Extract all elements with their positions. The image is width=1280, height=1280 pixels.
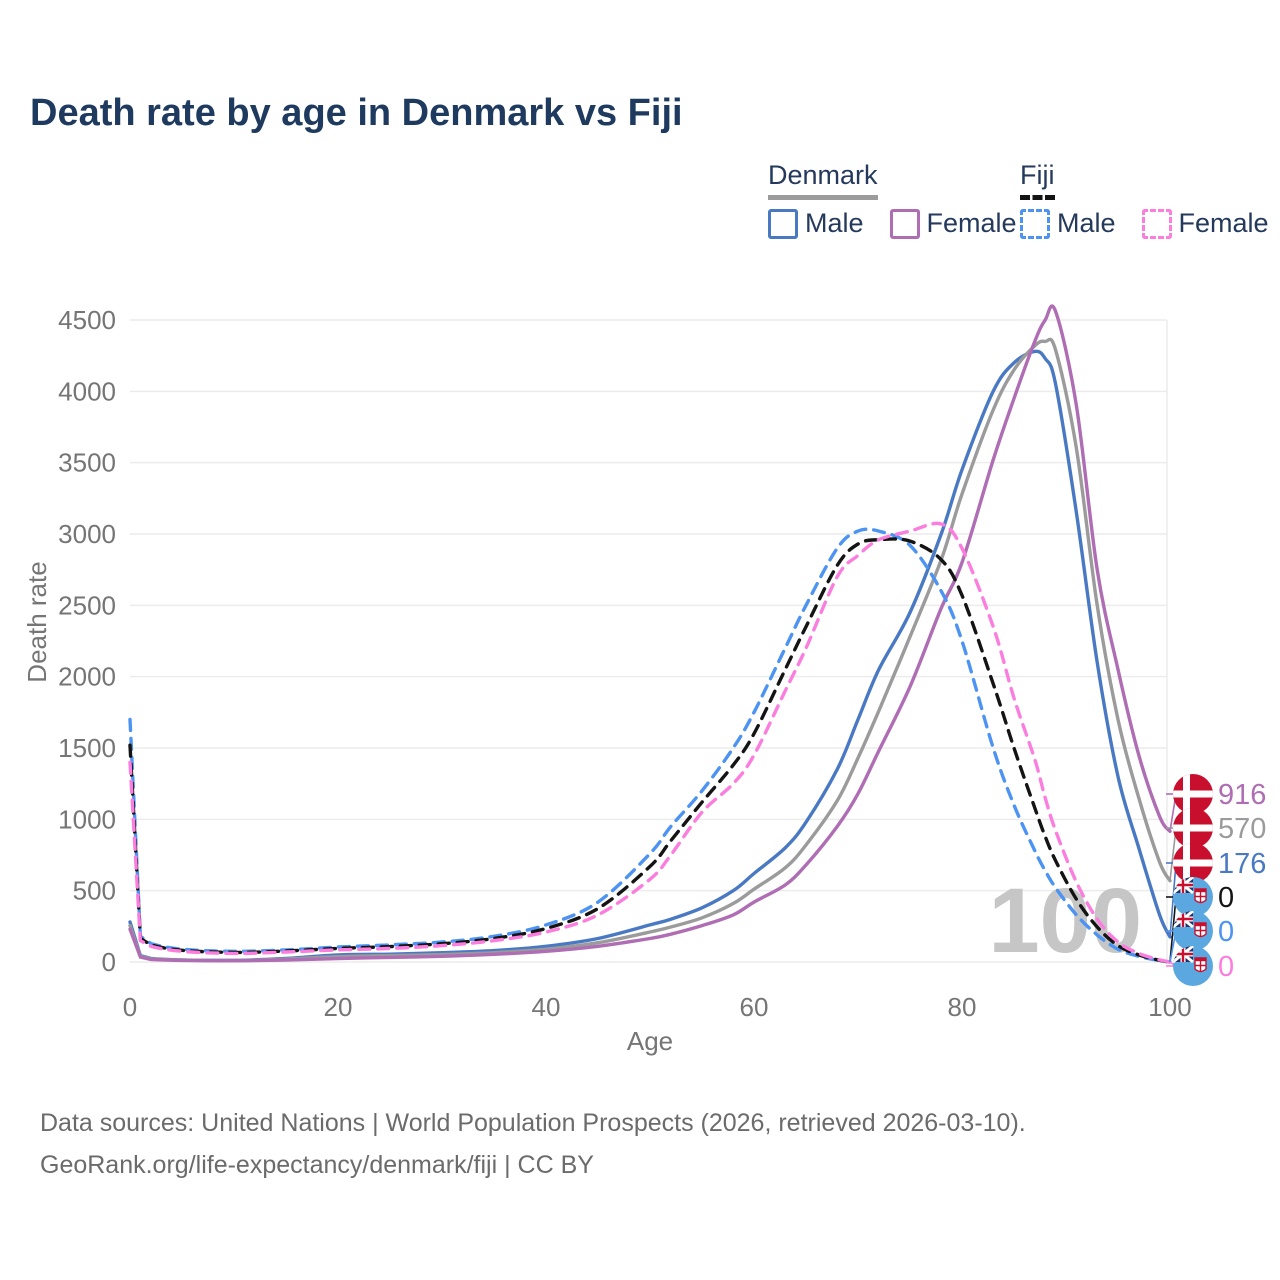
fiji-flag-icon	[1173, 911, 1213, 951]
denmark-female-swatch-icon	[890, 209, 920, 239]
legend-item-label: Female	[1178, 208, 1269, 238]
fiji-male-swatch-icon	[1020, 209, 1050, 239]
y-tick-label-1500: 1500	[58, 733, 116, 763]
attribution-line[interactable]: GeoRank.org/life-expectancy/denmark/fiji | CC BY	[40, 1151, 594, 1179]
end-value-label-fj_m: 0	[1218, 916, 1235, 948]
x-tick-label-100: 100	[1148, 992, 1192, 1022]
end-label-group-fj_f[interactable]	[1166, 946, 1234, 986]
x-tick-label-0: 0	[122, 992, 138, 1022]
legend-group-title-fiji[interactable]: Fiji	[1020, 160, 1055, 200]
legend-group-fiji	[1020, 160, 1269, 239]
legend-group-title-denmark[interactable]: Denmark	[768, 160, 878, 200]
legend-items-denmark	[768, 208, 1017, 239]
y-tick-label-500: 500	[72, 875, 116, 906]
denmark-flag-icon	[1173, 808, 1213, 848]
y-tick-label-2000: 2000	[58, 661, 116, 692]
fiji-female-swatch-icon	[1142, 209, 1172, 239]
y-tick-label-4000: 4000	[58, 376, 116, 407]
legend-item-label: Male	[1057, 208, 1116, 238]
legend-item-denmark-female[interactable]	[890, 208, 1017, 239]
legend-group-denmark	[768, 160, 1017, 239]
end-value-label-fj_f: 0	[1218, 951, 1235, 983]
line-dk_m[interactable]	[130, 351, 1170, 960]
footer	[40, 1102, 1026, 1186]
y-tick-label-3000: 3000	[58, 519, 116, 549]
legend-item-fiji-male[interactable]	[1020, 208, 1116, 239]
y-tick-label-0: 0	[101, 947, 116, 977]
end-value-label-dk_m: 176	[1218, 848, 1267, 880]
fiji-flag-icon	[1173, 946, 1213, 986]
legend-item-fiji-female[interactable]	[1142, 208, 1269, 239]
end-value-label-fj_a: 0	[1218, 882, 1235, 914]
y-axis-title: Death rate	[22, 561, 52, 683]
denmark-male-swatch-icon	[768, 209, 798, 239]
age-counter-watermark: 100	[988, 870, 1142, 972]
legend-items-fiji	[1020, 208, 1269, 239]
end-value-label-dk_a: 570	[1218, 813, 1267, 845]
legend-item-denmark-male[interactable]	[768, 208, 864, 239]
line-dk_f[interactable]	[130, 306, 1170, 961]
end-value-label-dk_f: 916	[1218, 779, 1267, 811]
y-tick-label-2500: 2500	[58, 590, 116, 621]
x-tick-label-60: 60	[739, 992, 769, 1022]
x-tick-label-40: 40	[531, 992, 561, 1022]
y-tick-label-4500: 4500	[58, 305, 116, 335]
legend-item-label: Male	[805, 208, 864, 238]
x-tick-label-20: 20	[323, 992, 353, 1022]
legend-item-label: Female	[926, 208, 1017, 238]
x-tick-label-80: 80	[947, 992, 977, 1022]
page-title: Death rate by age in Denmark vs Fiji	[30, 92, 683, 134]
y-tick-label-1000: 1000	[58, 804, 116, 835]
y-tick-label-3500: 3500	[58, 447, 116, 478]
x-axis-title: Age	[626, 1026, 674, 1056]
data-sources-line: Data sources: United Nations | World Population Prospects (2026, retrieved 2026-03-10).	[40, 1109, 1026, 1137]
